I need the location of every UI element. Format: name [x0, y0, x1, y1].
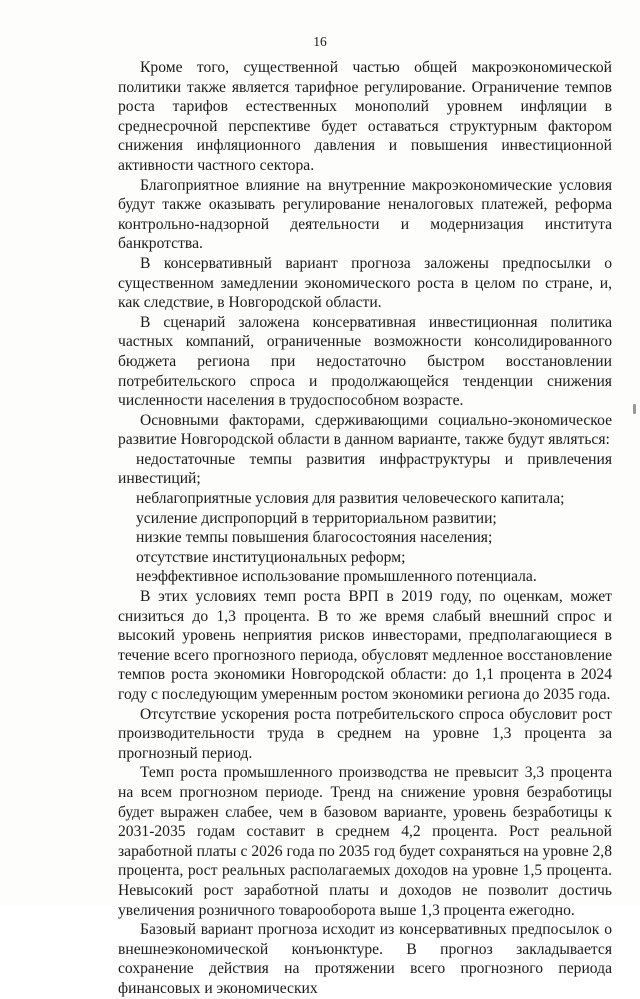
list-item: неблагоприятные условия для развития человеческого капитала; [136, 490, 565, 508]
paragraph: Благоприятное влияние на внутренние макроэкономические условия будут также оказывать регулирование неналоговых платежей, реформа контрольно-надзорной деятельности и модернизация института банкротства. [118, 176, 612, 253]
paragraph: В сценарий заложена консервативная инвестиционная политика частных компаний, ограниченные возможности консолидированного бюджета региона при недостаточно быстром восстановлении потребительского спроса и продолжающейся тенденции снижения численности населения в трудоспособном возрасте. [118, 313, 612, 410]
scan-margin-mark [633, 404, 636, 414]
paragraph: В этих условиях темп роста ВРП в 2019 году, по оценкам, может снизиться до 1,3 процента. В то же время слабый внешний спрос и высокий уровень неприятия рисков инвесторами, предполагающиеся в течение всего прогнозного периода, обусловят медленное восстановление темпов роста экономики Новгородской области: до 1,1 процента в 2024 году с последующим умеренным ростом экономики региона до 2035 года. [118, 588, 612, 703]
paragraph: В консервативный вариант прогноза заложены предпосылки о существенном замедлении экономического роста в целом по стране, и, как следствие, в Новгородской области. [118, 254, 612, 312]
list-item: отсутствие институциональных реформ; [136, 548, 406, 566]
document-body [118, 58, 612, 999]
list-item: недостаточные темпы развития инфраструктуры и привлечения инвестиций; [118, 450, 612, 488]
paragraph: Основными факторами, сдерживающими социально-экономическое развитие Новгородской области в данном варианте, также будут являться: [118, 411, 612, 449]
paragraph: Кроме того, существенной частью общей макроэкономической политики также является тарифное регулирование. Ограничение темпов роста тарифов естественных монополий уровнем инфляции в среднесрочной перспективе будет оставаться структурным фактором снижения инфляционного давления и повышения инвестиционной активности частного сектора. [118, 59, 612, 174]
paragraph: Отсутствие ускорения роста потребительского спроса обусловит рост производительности труда в среднем на уровне 1,3 процента за прогнозный период. [118, 705, 612, 762]
list-item: неэффективное использование промышленного потенциала. [136, 568, 537, 586]
paragraph: Базовый вариант прогноза исходит из консервативных предпосылок о внешнеэкономической конъюнктуре. В прогноз закладывается сохранение действия на протяжении всего прогнозного периода финансовых и экономических [118, 921, 612, 997]
list-item: усиление диспропорций в территориальном развитии; [136, 509, 497, 527]
paragraph: Темп роста промышленного производства не превысит 3,3 процента на всем прогнозном периоде. Тренд на снижение уровня безработицы будет выражен слабее, чем в базовом варианте, уровень безработицы к 2031-2035 годам составит в среднем 4,2 процента. Рост реальной заработной платы с 2026 года по 2035 год будет сохраняться на уровне 2,8 процента, рост реальных располагаемых доходов на уровне 1,5 процента. Невысокий рост заработной платы и доходов не позволит достичь увеличения розничного товарооборота выше 1,3 процента ежегодно. [118, 764, 612, 919]
page-number: 16 [313, 34, 327, 49]
list-item: низкие темпы повышения благосостояния населения; [136, 529, 493, 547]
